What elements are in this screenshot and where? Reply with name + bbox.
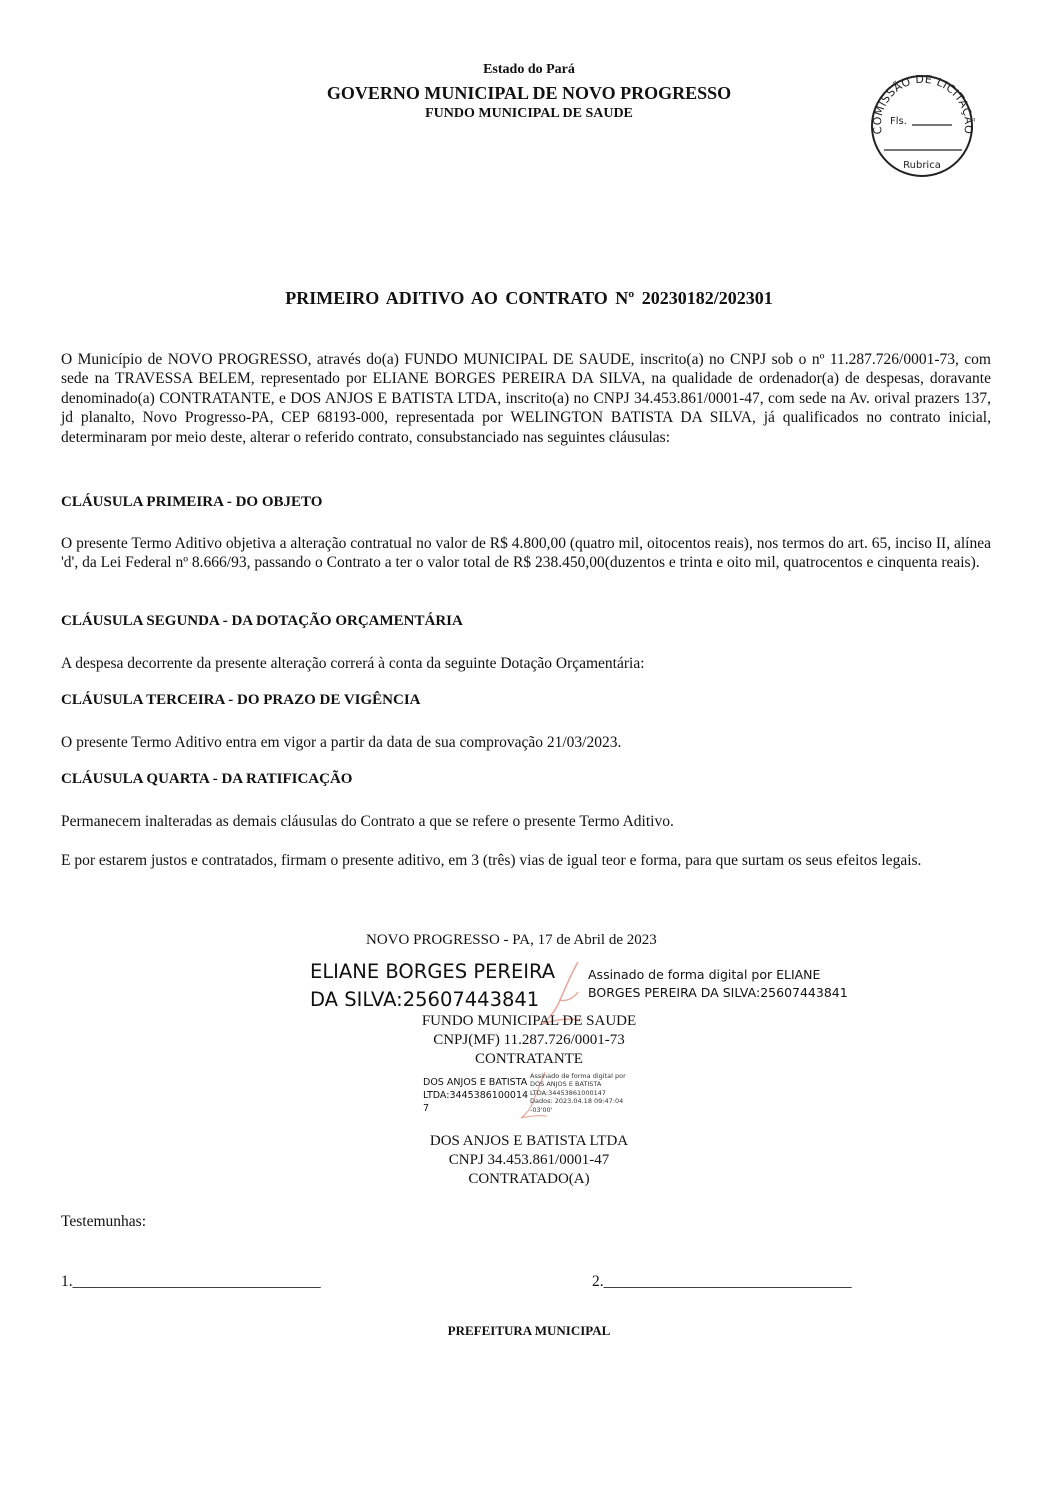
header-fund: FUNDO MUNICIPAL DE SAUDE (425, 106, 633, 121)
contratante-digital-name-line2: DA SILVA:25607443841 (310, 988, 540, 1011)
clause-3-heading: CLÁUSULA TERCEIRA - DO PRAZO DE VIGÊNCIA (61, 692, 421, 708)
clause-4-text: Permanecem inalteradas as demais cláusulas do Contrato a que se refere o presente Termo Aditivo. (61, 813, 674, 830)
contratado-digital-name-line2: LTDA:34453861000147 (423, 1090, 529, 1114)
witness-line-2: 2.________________________________ (592, 1273, 852, 1290)
stamp-rubrica-label: Rubrica (903, 160, 941, 171)
place-date: NOVO PROGRESSO - PA, 17 de Abril de 2023 (366, 932, 657, 948)
contratante-digital-note-line2: BORGES PEREIRA DA SILVA:25607443841 (588, 985, 848, 1000)
clause-4-heading: CLÁUSULA QUARTA - DA RATIFICAÇÃO (61, 771, 353, 787)
contratado-digital-name (423, 1076, 531, 1115)
witness-line-1: 1.________________________________ (61, 1273, 321, 1290)
contratante-digital-note-line1: Assinado de forma digital por ELIANE (588, 967, 821, 982)
svg-text:COMISSÃO DE LICITAÇÃO (871, 73, 975, 135)
contratado-cnpj: CNPJ 34.453.861/0001-47 (448, 1152, 610, 1168)
contratado-role: CONTRATADO(A) (468, 1171, 590, 1187)
document-title: PRIMEIRO ADITIVO AO CONTRATO Nº 20230182/202301 (285, 288, 773, 308)
contratante-digital-note (588, 966, 848, 1002)
contratado-digital-note-line2: DOS ANJOS E BATISTA (530, 1080, 602, 1089)
clause-1-text: O presente Termo Aditivo objetiva a alteração contratual no valor de R$ 4.800,00 (quatro mil, oitocentos reais), nos termos do art. 65, inciso II, alínea 'd', da Lei Federal nº 8.666/93, passando o Contrato a ter o valor total de R$ 238.450,00(duzentos e trinta e oito mil, quatrocentos e cinquenta reais). (61, 535, 991, 572)
contratante-role: CONTRATANTE (475, 1051, 583, 1067)
header-state: Estado do Pará (483, 62, 575, 77)
contratado-digital-name-line1: DOS ANJOS E BATISTA (423, 1077, 528, 1088)
witnesses-label: Testemunhas: (61, 1213, 147, 1230)
contratado-digital-note-line5: -03'00' (530, 1105, 553, 1114)
contratante-cnpj: CNPJ(MF) 11.287.726/0001-73 (433, 1032, 625, 1048)
contratante-digital-name-line1: ELIANE BORGES PEREIRA (310, 960, 556, 983)
contratante-entity: FUNDO MUNICIPAL DE SAUDE (421, 1013, 637, 1029)
contratado-digital-note-line3: LTDA:34453861000147 (530, 1088, 607, 1097)
clause-2-heading: CLÁUSULA SEGUNDA - DA DOTAÇÃO ORÇAMENTÁRIA (61, 613, 463, 629)
contratado-digital-note-line4: Dados: 2023.04.18 09:47:04 (530, 1097, 624, 1106)
commission-stamp (866, 72, 978, 178)
closing-paragraph: E por estarem justos e contratados, firmam o presente aditivo, em 3 (três) vias de igual teor e forma, para que surtam os seus efeitos legais. (61, 852, 922, 869)
stamp-arc-text: COMISSÃO DE LICITAÇÃO (870, 72, 976, 136)
header-government: GOVERNO MUNICIPAL DE NOVO PROGRESSO (326, 83, 732, 103)
intro-paragraph: O Município de NOVO PROGRESSO, através do(a) FUNDO MUNICIPAL DE SAUDE, inscrito(a) no CNPJ sob o nº 11.287.726/0001-73, com sede na TRAVESSA BELEM, representado por ELIANE BORGES PEREIRA DA SILVA, na qualidade de ordenador(a) de despesas, doravante denominado(a) CONTRATANTE, e DOS ANJOS E BATISTA LTDA, inscrito(a) no CNPJ 34.453.861/0001-47, com sede na Av. orival prazers 137, jd planalto, Novo Progresso-PA, CEP 68193-000, representada por WELINGTON BATISTA DA SILVA, já qualificados no contrato inicial, determinaram por meio deste, alterar o referido contrato, consubstanciado nas seguintes cláusulas: (61, 351, 991, 446)
clause-3-text: O presente Termo Aditivo entra em vigor a partir da data de sua comprovação 21/03/2023. (61, 734, 622, 751)
footer-prefeitura: PREFEITURA MUNICIPAL (447, 1323, 611, 1338)
clause-2-text: A despesa decorrente da presente alteração correrá à conta da seguinte Dotação Orçamentária: (61, 655, 645, 672)
stamp-fls-label: Fls. (890, 116, 907, 127)
contratado-digital-note-line1: Assinado de forma digital por (530, 1072, 626, 1080)
contratante-digital-name (310, 958, 555, 1014)
clause-1-heading: CLÁUSULA PRIMEIRA - DO OBJETO (61, 494, 323, 510)
contratado-entity: DOS ANJOS E BATISTA LTDA (429, 1133, 629, 1149)
contratado-digital-note (530, 1072, 630, 1114)
